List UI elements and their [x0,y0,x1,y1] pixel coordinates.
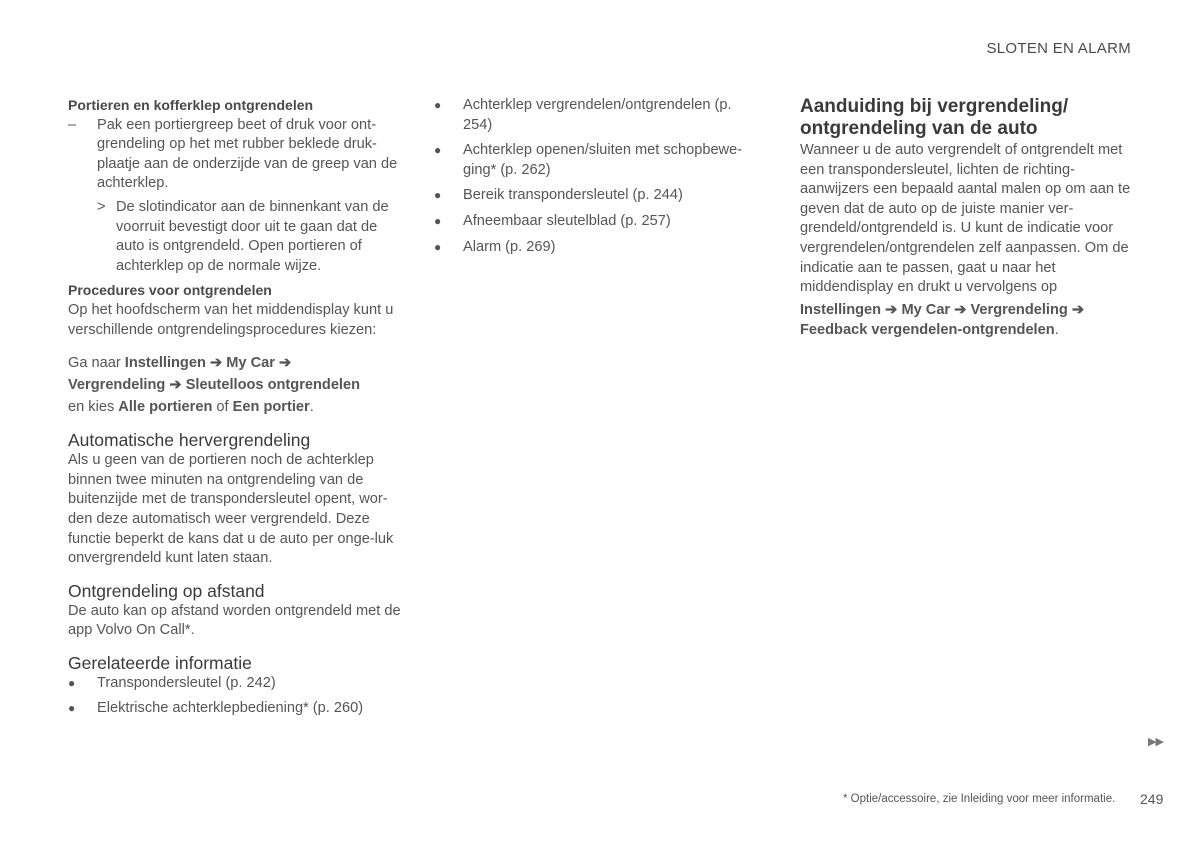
result-step [97,198,404,276]
list-item[interactable] [68,674,404,694]
related-link[interactable]: Alarm (p. 269) [463,238,556,255]
arrow-right-icon: ➔ [209,355,223,372]
related-list-middle [434,96,764,257]
menu-instellingen: Instellingen [800,301,882,318]
bullet-icon: ● [434,143,442,158]
list-item[interactable] [434,96,764,135]
heading-related-info: Gerelateerde informatie [68,652,252,673]
arrow-right-icon: ➔ [278,355,292,372]
related-link[interactable]: Elektrische achterklepbediening* (p. 260) [97,700,364,717]
heading-auto-relock: Automatische hervergrendeling [68,430,311,451]
arrow-right-icon: ➔ [885,301,898,318]
option-alle-portieren: Alle portieren [118,399,213,416]
bullet-icon: ● [434,188,442,203]
arrow-right-icon: ➔ [169,377,182,394]
choose-of: of [212,399,233,416]
menu-feedback: Feedback vergendelen-ontgrendelen [800,321,1055,338]
result-mark: > [97,198,106,215]
column-right [800,96,1136,340]
goto-prefix: Ga naar [68,355,125,372]
related-link[interactable]: Achterklep openen/sluiten met schopbewe-ging* (p. 262) [463,142,743,178]
heading-lock-indication: Aanduiding bij vergrendeling/ ontgrendeling van de auto [800,96,1069,139]
procedures-text: Op het hoofdscherm van het middendisplay kunt u verschillende ontgrendelingsprocedures kiezen: [68,301,394,338]
bullet-icon: ● [68,701,76,716]
menu-my-car: My Car [901,301,951,318]
list-item[interactable] [68,699,404,719]
menu-sleutelloos: Sleutelloos ontgrendelen [185,377,361,394]
instruction-text: Pak een portiergreep beet of druk voor ont-grendeling op het met rubber beklede druk-plaatje aan de onderzijde van de greep van de achterklep. [97,116,398,192]
bullet-icon: ● [434,98,442,112]
list-item[interactable] [434,212,764,232]
menu-instellingen: Instellingen [124,355,206,372]
bullet-icon: ● [434,213,442,228]
column-middle [434,96,764,263]
related-link[interactable]: Transpondersleutel (p. 242) [97,674,276,691]
result-text: De slotindicator aan de binnenkant van de voorruit bevestigt door uit te gaan dat de auto is ontgrendeld. Open portieren of achterklep op de normale wijze. [116,198,389,274]
page-number: 249 [1140,791,1164,807]
menu-path-feedback [800,300,1136,340]
footnote: * Optie/accessoire, zie Inleiding voor meer informatie. [843,793,1116,805]
auto-relock-text: Als u geen van de portieren noch de achterklep binnen twee minuten na ontgrendeling van de buitenzijde met de transpondersleutel opent, wor-den deze automatisch weer vergrendeld. Deze functie beperkt de kans dat u de auto per onge-luk onvergrendeld kunt laten staan. [68,452,394,567]
menu-vergrendeling: Vergrendeling [970,301,1068,318]
option-een-portier: Een portier [232,399,310,416]
related-link[interactable]: Achterklep vergrendelen/ontgrendelen (p. 254) [463,97,732,133]
list-item[interactable] [434,186,764,206]
choose-prefix: en kies [68,399,119,416]
instruction-step [68,116,404,194]
subheading-unlock-doors: Portieren en kofferklep ontgrendelen [68,97,314,113]
bullet-icon: ● [68,675,76,690]
menu-my-car: My Car [226,355,275,372]
arrow-right-icon: ➔ [1071,301,1085,318]
choose-end: . [309,399,314,416]
arrow-right-icon: ➔ [954,301,967,318]
column-left [68,96,404,725]
list-item[interactable] [434,238,764,258]
dash-mark: – [68,116,77,133]
lock-indication-text: Wanneer u de auto vergrendelt of ontgrendelt met een transpondersleutel, lichten de richting-aanwijzers een bepaald aantal malen op om aan te geven dat de auto op de juiste manier ver-grendeld/ontgrendeld is. U kunt de indicatie voor vergrendelen/ontgrendelen zelf aanpassen. Om de indicatie aan te passen, gaat u naar het middendisplay en drukt u vervolgens op [800,142,1131,296]
related-link[interactable]: Afneembaar sleutelblad (p. 257) [463,212,671,229]
section-title: SLOTEN EN ALARM [986,40,1131,57]
double-play-forward-icon: ▶▶ [1148,736,1163,748]
list-item[interactable] [434,141,764,180]
heading-remote-unlock: Ontgrendeling op afstand [68,580,265,601]
menu-vergrendeling: Vergrendeling [68,377,166,394]
menu-end: . [1054,321,1059,338]
subheading-procedures: Procedures voor ontgrendelen [68,282,272,299]
bullet-icon: ● [434,239,442,254]
related-list-left [68,674,404,719]
remote-unlock-text: De auto kan op afstand worden ontgrendeld met de app Volvo On Call*. [68,602,401,639]
related-link[interactable]: Bereik transpondersleutel (p. 244) [463,187,683,204]
menu-path [68,352,404,418]
